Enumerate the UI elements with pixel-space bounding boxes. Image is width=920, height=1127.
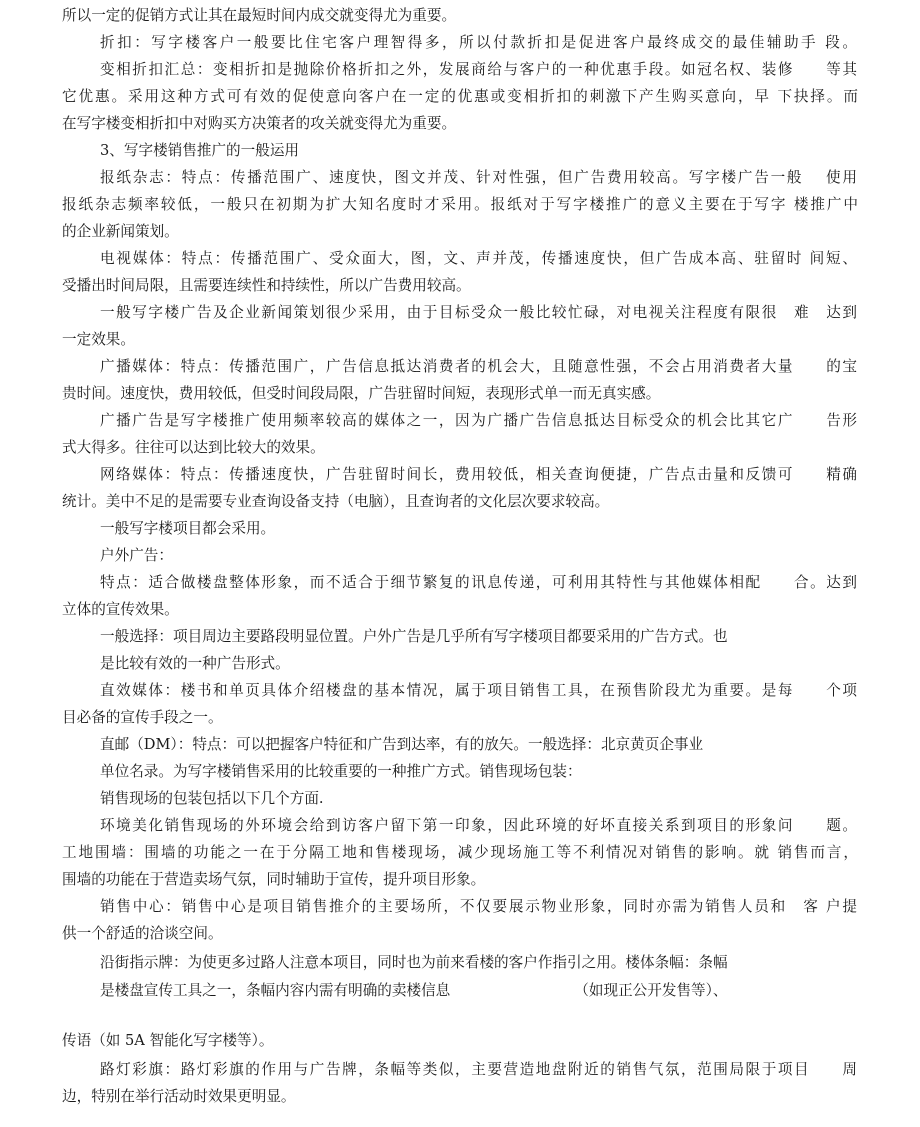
- text-line: 广播广告是写字楼推广使用频率较高的媒体之一，因为广播广告信息抵达目标受众的机会比其它广 告形: [100, 412, 857, 429]
- text-line: 沿街指示牌：为使更多过路人注意本项目，同时也为前来看楼的客户作指引之用。楼体条幅：条幅: [100, 954, 728, 971]
- text-line: 特点：适合做楼盘整体形象，而不适合于细节繁复的讯息传递，可利用其特性与其他媒体相配 合。达到: [100, 574, 857, 591]
- text-line: 边，特别在举行活动时效果更明显。: [62, 1088, 296, 1105]
- text-line: 立体的宣传效果。: [62, 601, 179, 618]
- text-line: 传语（如 5A 智能化写字楼等）。: [62, 1032, 274, 1049]
- text-line: 单位名录。为写字楼销售采用的比较重要的一种推广方式。销售现场包装：: [100, 763, 582, 780]
- text-line: 网络媒体：特点：传播速度快，广告驻留时间长，费用较低，相关查询便捷，广告点击量和反馈可 精确: [100, 466, 857, 483]
- text-line: 工地围墙：围墙的功能之一在于分隔工地和售楼现场，减少现场施工等不利情况对销售的影响。就 销售而言，: [62, 844, 858, 861]
- text-line: 受播出时间局限，且需要连续性和持续性，所以广告费用较高。: [62, 277, 471, 294]
- text-line: 一般写字楼项目都会采用。: [100, 520, 276, 537]
- text-line: 折扣：写字楼客户一般要比住宅客户理智得多，所以付款折扣是促进客户最终成交的最佳辅助手 段。: [100, 34, 857, 51]
- text-line: 直邮（DM）：特点：可以把握客户特征和广告到达率，有的放矢。一般选择：北京黄页企事业: [100, 736, 704, 753]
- text-line: 户外广告：: [100, 547, 173, 564]
- section-heading: 3、写字楼销售推广的一般运用: [100, 142, 300, 159]
- text-line: 它优惠。采用这种方式可有效的促使意向客户在一定的优惠或变相折扣的刺激下产生购买意向，早 下抉择。而: [62, 88, 858, 105]
- text-line: 报纸杂志：特点：传播范围广、速度快，图文并茂、针对性强，但广告费用较高。写字楼广告一般 使用: [100, 169, 857, 186]
- text-line: 一般选择：项目周边主要路段明显位置。户外广告是几乎所有写字楼项目都要采用的广告方式。也: [100, 628, 728, 645]
- text-line: 路灯彩旗：路灯彩旗的作用与广告牌，条幅等类似，主要营造地盘附近的销售气氛，范围局限于项目 周: [100, 1061, 857, 1078]
- text-line: 广播媒体：特点：传播范围广，广告信息抵达消费者的机会大，且随意性强，不会占用消费者大量 的宝: [100, 358, 857, 375]
- text-line: 销售中心：销售中心是项目销售推介的主要场所，不仅要展示物业形象，同时亦需为销售人员和 客 户提: [100, 898, 857, 915]
- text-line: 直效媒体：楼书和单页具体介绍楼盘的基本情况，属于项目销售工具，在预售阶段尤为重要。是每 个项: [100, 682, 857, 699]
- text-line: 报纸杂志频率较低，一般只在初期为扩大知名度时才采用。报纸对于写字楼推广的意义主要在于写字 楼推广中: [62, 196, 858, 213]
- text-line: 贵时间。速度快，费用较低，但受时间段局限，广告驻留时间短，表现形式单一而无真实感。: [62, 385, 661, 402]
- text-line: 围墙的功能在于营造卖场气氛，同时辅助于宣传，提升项目形象。: [62, 871, 486, 888]
- text-line: 的企业新闻策划。: [62, 223, 179, 240]
- text-line: 是比较有效的一种广告形式。: [100, 655, 290, 672]
- text-line: 所以一定的促销方式让其在最短时间内成交就变得尤为重要。: [62, 7, 457, 24]
- text-line: 环境美化销售现场的外环境会给到访客户留下第一印象，因此环境的好坏直接关系到项目的形象问 题。: [100, 817, 857, 834]
- text-line: 销售现场的包装包括以下几个方面.: [100, 790, 324, 807]
- text-line: 统计。美中不足的是需要专业查询设备支持（电脑），且查询者的文化层次要求较高。: [62, 493, 610, 510]
- text-line: 一般写字楼广告及企业新闻策划很少采用，由于目标受众一般比较忙碌，对电视关注程度有限很 难 达到: [100, 304, 857, 321]
- text-line: 目必备的宣传手段之一。: [62, 709, 223, 726]
- text-line: 电视媒体：特点：传播范围广、受众面大，图，文、声并茂，传播速度快，但广告成本高、驻留时 间短、: [100, 250, 857, 267]
- text-line: 是楼盘宣传工具之一，条幅内容内需有明确的卖楼信息 （如现正公开发售等）、: [100, 982, 728, 999]
- text-line: 在写字楼变相折扣中对购买方决策者的攻关就变得尤为重要。: [62, 115, 457, 132]
- text-line: 一定效果。: [62, 331, 135, 348]
- text-line: 变相折扣汇总：变相折扣是抛除价格折扣之外，发展商给与客户的一种优惠手段。如冠名权、装修 等其: [100, 61, 857, 78]
- text-line: 式大得多。往往可以达到比较大的效果。: [62, 439, 325, 456]
- text-line: 供一个舒适的洽谈空间。: [62, 925, 223, 942]
